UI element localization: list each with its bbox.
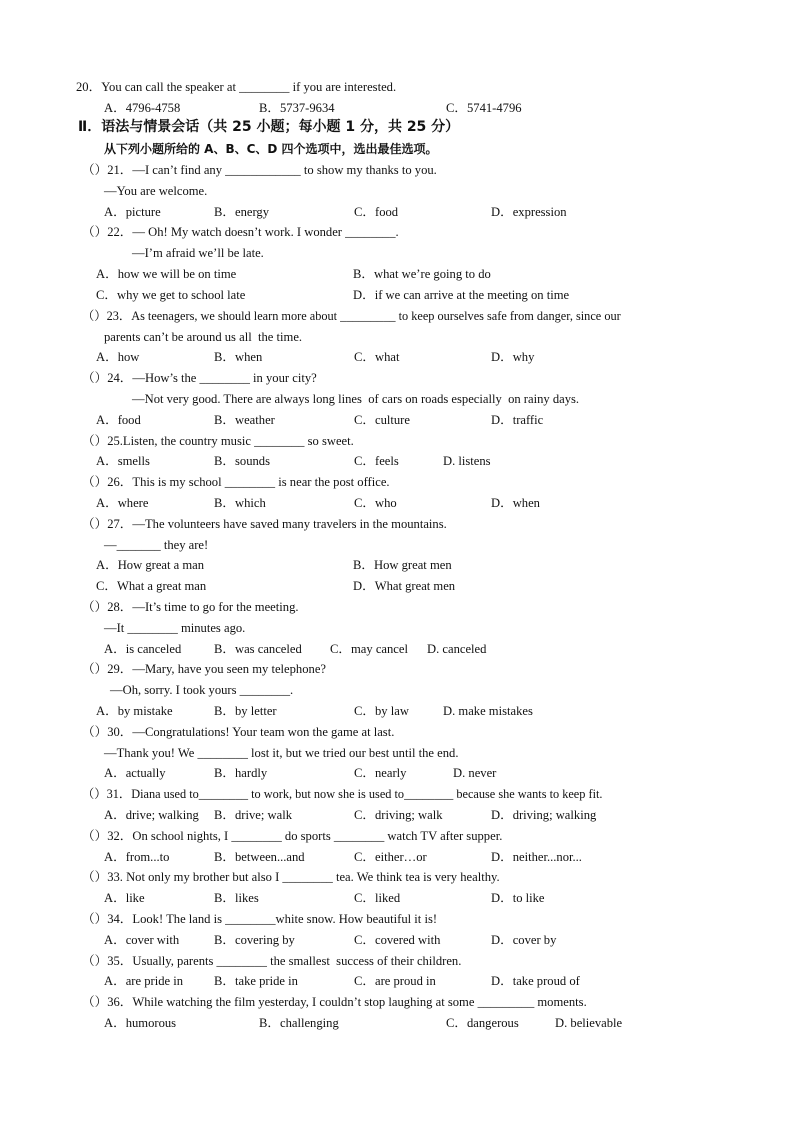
section-title: Ⅱ．语法与情景会话（共 25 小题；每小题 1 分，共 25 分） bbox=[78, 119, 460, 135]
question-21-reply: —You are welcome. bbox=[104, 184, 208, 198]
option-29-a: A．by mistake bbox=[96, 704, 173, 718]
option-34-a: A．cover with bbox=[104, 933, 180, 947]
question-28-reply: —It ________ minutes ago. bbox=[104, 621, 246, 635]
option-23-c: C．what bbox=[354, 350, 400, 364]
question-24-reply: —Not very good. There are always long lines of cars on roads especially on rainy days. bbox=[132, 392, 580, 406]
option-27-c: C．What a great man bbox=[96, 579, 207, 593]
option-24-a: A．food bbox=[96, 413, 141, 427]
question-30-reply: —Thank you! We ________ lost it, but we tried our best until the end. bbox=[104, 746, 459, 760]
question-23: （）23．As teenagers, we should learn more about _________ to keep ourselves safe from danger, since our bbox=[82, 309, 621, 323]
option-29-b: B．by letter bbox=[214, 704, 277, 718]
option-23-a: A．how bbox=[96, 350, 140, 364]
section-instruction: 从下列小题所给的 A、B、C、D 四个选项中，选出最佳选项。 bbox=[104, 142, 438, 156]
question-24: （）24．—How’s the ________ in your city? bbox=[82, 371, 317, 385]
question-22: （）22．— Oh! My watch doesn’t work. I wonder ________. bbox=[82, 225, 399, 239]
question-26: （）26．This is my school ________ is near the post office. bbox=[82, 475, 390, 489]
option-28-c: C．may cancel bbox=[330, 642, 408, 656]
option-26-d: D．when bbox=[491, 496, 540, 510]
option-31-c: C．driving; walk bbox=[354, 808, 443, 822]
option-25-a: A．smells bbox=[96, 454, 150, 468]
option-22-d: D．if we can arrive at the meeting on time bbox=[353, 288, 570, 302]
option-21-a: A．picture bbox=[104, 205, 161, 219]
option-35-b: B．take pride in bbox=[214, 974, 298, 988]
option-24-d: D．traffic bbox=[491, 413, 544, 427]
option-31-d: D．driving; walking bbox=[491, 808, 597, 822]
option-26-c: C．who bbox=[354, 496, 397, 510]
question-36: （）36．While watching the film yesterday, I couldn’t stop laughing at some _________ moments. bbox=[82, 995, 587, 1009]
question-23-cont: parents can’t be around us all the time. bbox=[104, 330, 303, 344]
option-33-c: C．liked bbox=[354, 891, 401, 905]
question-25: （）25.Listen, the country music ________ so sweet. bbox=[82, 434, 354, 448]
option-36-a: A．humorous bbox=[104, 1016, 177, 1030]
option-27-a: A．How great a man bbox=[96, 558, 205, 572]
question-31: （）31．Diana used to________ to work, but now she is used to________ because she wants to keep fit. bbox=[82, 787, 603, 801]
option-30-a: A．actually bbox=[104, 766, 166, 780]
question-33: （）33. Not only my brother but also I ________ tea. We think tea is very healthy. bbox=[82, 870, 500, 884]
option-29-d: D. make mistakes bbox=[443, 704, 533, 718]
option-23-b: B．when bbox=[214, 350, 263, 364]
option-25-b: B．sounds bbox=[214, 454, 270, 468]
option-22-a: A．how we will be on time bbox=[96, 267, 237, 281]
option-28-a: A．is canceled bbox=[104, 642, 182, 656]
option-32-a: A．from...to bbox=[104, 850, 170, 864]
option-34-d: D．cover by bbox=[491, 933, 557, 947]
option-21-c: C．food bbox=[354, 205, 399, 219]
option-33-a: A．like bbox=[104, 891, 145, 905]
option-36-b: B．challenging bbox=[259, 1016, 339, 1030]
option-35-a: A．are pride in bbox=[104, 974, 184, 988]
option-34-b: B．covering by bbox=[214, 933, 295, 947]
option-31-a: A．drive; walking bbox=[104, 808, 199, 822]
option-27-d: D．What great men bbox=[353, 579, 456, 593]
question-34: （）34．Look! The land is ________white snow. How beautiful it is! bbox=[82, 912, 438, 926]
question-22-reply: —I’m afraid we’ll be late. bbox=[132, 246, 264, 260]
option-21-d: D．expression bbox=[491, 205, 567, 219]
option-23-d: D．why bbox=[491, 350, 535, 364]
option-24-b: B．weather bbox=[214, 413, 275, 427]
option-28-b: B．was canceled bbox=[214, 642, 302, 656]
option-26-a: A．where bbox=[96, 496, 149, 510]
option-36-c: C．dangerous bbox=[446, 1016, 519, 1030]
question-28: （）28．—It’s time to go for the meeting. bbox=[82, 600, 299, 614]
question-29-reply: —Oh, sorry. I took yours ________. bbox=[110, 683, 294, 697]
option-24-c: C．culture bbox=[354, 413, 410, 427]
option-30-d: D. never bbox=[453, 766, 497, 780]
option-22-b: B．what we’re going to do bbox=[353, 267, 491, 281]
option-33-d: D．to like bbox=[491, 891, 545, 905]
option-32-d: D．neither...nor... bbox=[491, 850, 582, 864]
option-32-b: B．between...and bbox=[214, 850, 305, 864]
question-30: （）30．—Congratulations! Your team won the game at last. bbox=[82, 725, 395, 739]
option-20-b: B．5737-9634 bbox=[259, 101, 335, 115]
question-29: （）29．—Mary, have you seen my telephone? bbox=[82, 662, 326, 676]
question-21: （）21．—I can’t find any ____________ to show my thanks to you. bbox=[82, 163, 437, 177]
option-21-b: B．energy bbox=[214, 205, 270, 219]
option-27-b: B．How great men bbox=[353, 558, 452, 572]
option-36-d: D. believable bbox=[555, 1016, 623, 1030]
option-26-b: B．which bbox=[214, 496, 266, 510]
option-28-d: D. canceled bbox=[427, 642, 487, 656]
option-25-c: C．feels bbox=[354, 454, 399, 468]
option-30-c: C．nearly bbox=[354, 766, 407, 780]
question-20: 20．You can call the speaker at ________ if you are interested. bbox=[76, 80, 397, 94]
question-35: （）35．Usually, parents ________ the smallest success of their children. bbox=[82, 954, 462, 968]
option-20-c: C．5741-4796 bbox=[446, 101, 522, 115]
question-27: （）27．—The volunteers have saved many travelers in the mountains. bbox=[82, 517, 447, 531]
option-25-d: D. listens bbox=[443, 454, 491, 468]
option-29-c: C．by law bbox=[354, 704, 409, 718]
option-35-d: D．take proud of bbox=[491, 974, 580, 988]
option-32-c: C．either…or bbox=[354, 850, 427, 864]
option-20-a: A．4796-4758 bbox=[104, 101, 181, 115]
question-27-reply: —_______ they are! bbox=[104, 538, 209, 552]
question-32: （）32．On school nights, I ________ do sports ________ watch TV after supper. bbox=[82, 829, 503, 843]
option-34-c: C．covered with bbox=[354, 933, 441, 947]
option-30-b: B．hardly bbox=[214, 766, 268, 780]
option-31-b: B．drive; walk bbox=[214, 808, 292, 822]
option-35-c: C．are proud in bbox=[354, 974, 436, 988]
option-22-c: C．why we get to school late bbox=[96, 288, 246, 302]
option-33-b: B．likes bbox=[214, 891, 259, 905]
